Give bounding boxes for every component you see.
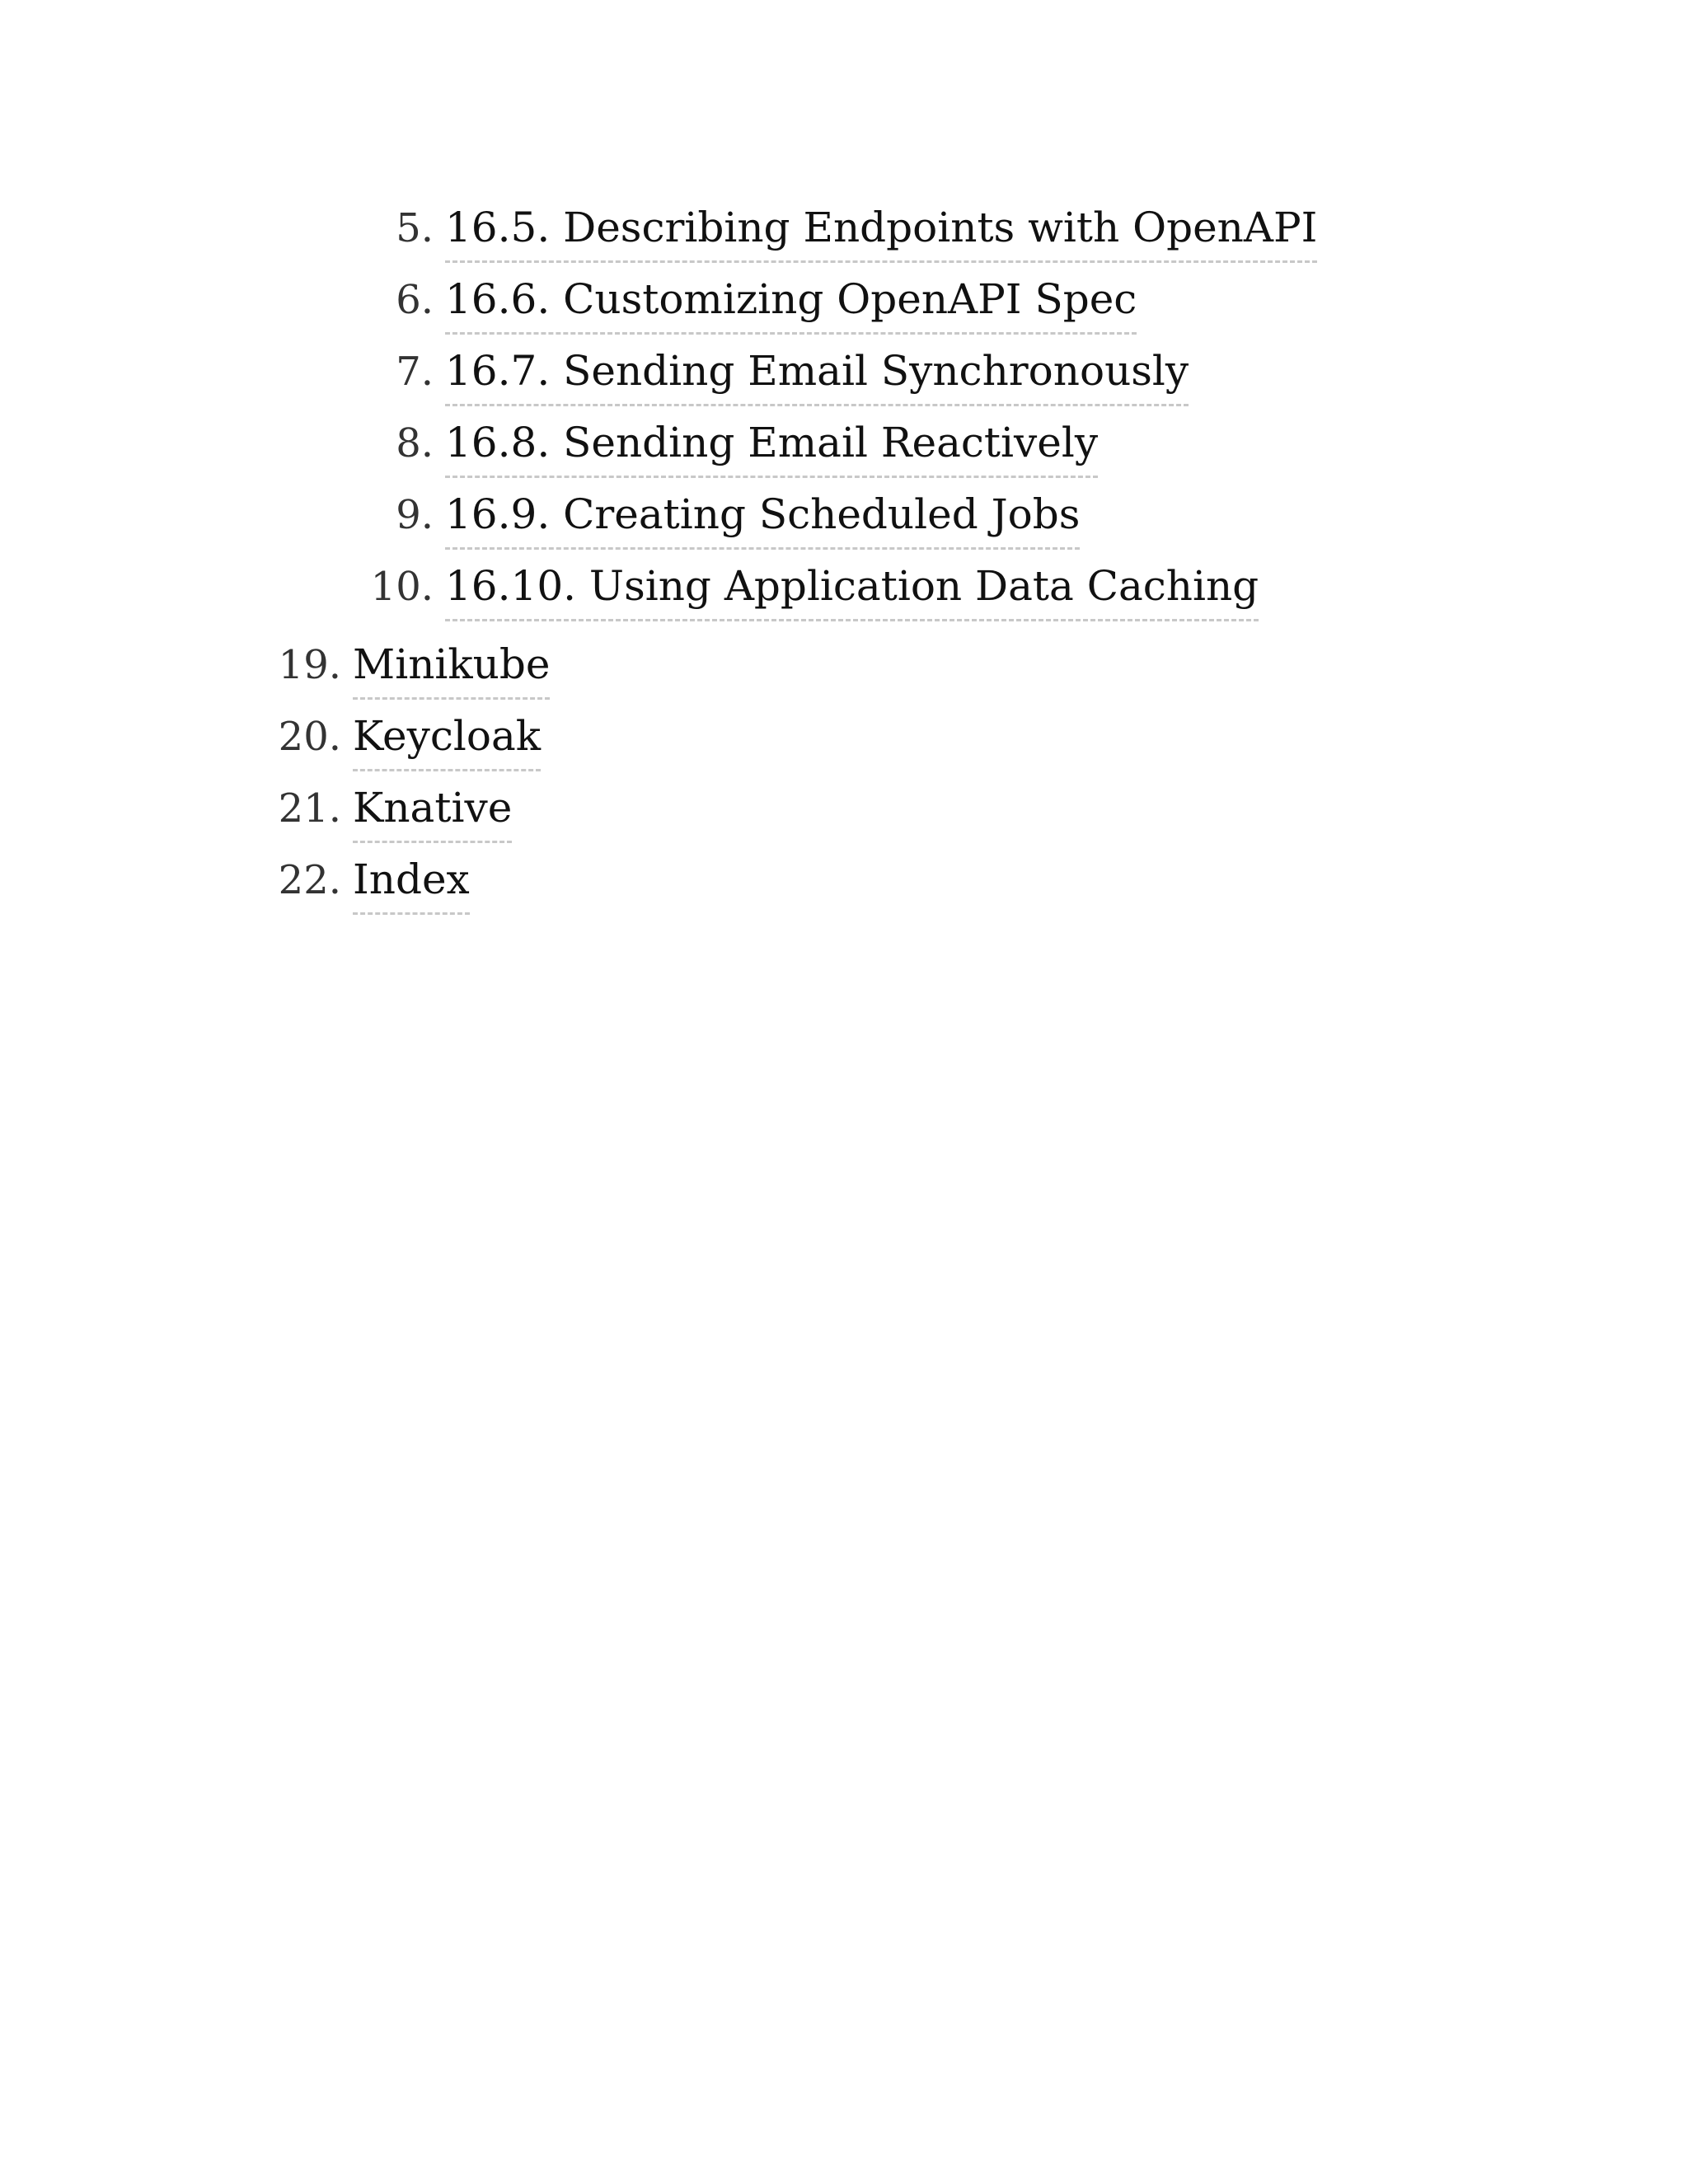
toc-link-index[interactable]: Index bbox=[353, 846, 470, 915]
toc-link-16-6[interactable]: 16.6. Customizing OpenAPI Spec bbox=[445, 266, 1137, 335]
list-number: 6. bbox=[396, 277, 434, 323]
toc-item-16-7 bbox=[0, 338, 1189, 404]
toc-item-minikube bbox=[0, 631, 550, 697]
toc-item-16-10 bbox=[0, 553, 1259, 619]
toc-link-16-9[interactable]: 16.9. Creating Scheduled Jobs bbox=[445, 481, 1080, 550]
list-number: 22. bbox=[278, 857, 341, 903]
toc-link-16-10[interactable]: 16.10. Using Application Data Caching bbox=[445, 553, 1259, 621]
list-number: 10. bbox=[370, 564, 434, 610]
toc-link-16-7[interactable]: 16.7. Sending Email Synchronously bbox=[445, 338, 1189, 406]
toc-link-minikube[interactable]: Minikube bbox=[353, 631, 550, 700]
toc-link-keycloak[interactable]: Keycloak bbox=[353, 703, 541, 771]
toc-item-index bbox=[0, 846, 470, 912]
toc-item-16-9 bbox=[0, 481, 1080, 547]
list-number: 19. bbox=[278, 642, 341, 688]
list-number: 21. bbox=[278, 785, 341, 832]
toc-item-16-6 bbox=[0, 266, 1137, 332]
list-number: 8. bbox=[396, 420, 434, 466]
toc-item-16-5 bbox=[0, 194, 1317, 260]
toc-item-knative bbox=[0, 775, 512, 841]
list-number: 7. bbox=[396, 349, 434, 395]
toc-link-16-5[interactable]: 16.5. Describing Endpoints with OpenAPI bbox=[445, 194, 1317, 263]
toc-link-16-8[interactable]: 16.8. Sending Email Reactively bbox=[445, 410, 1098, 478]
list-number: 5. bbox=[396, 205, 434, 251]
toc-item-keycloak bbox=[0, 703, 541, 769]
toc-link-knative[interactable]: Knative bbox=[353, 775, 512, 843]
toc-item-16-8 bbox=[0, 410, 1098, 476]
list-number: 20. bbox=[278, 714, 341, 760]
list-number: 9. bbox=[396, 492, 434, 538]
